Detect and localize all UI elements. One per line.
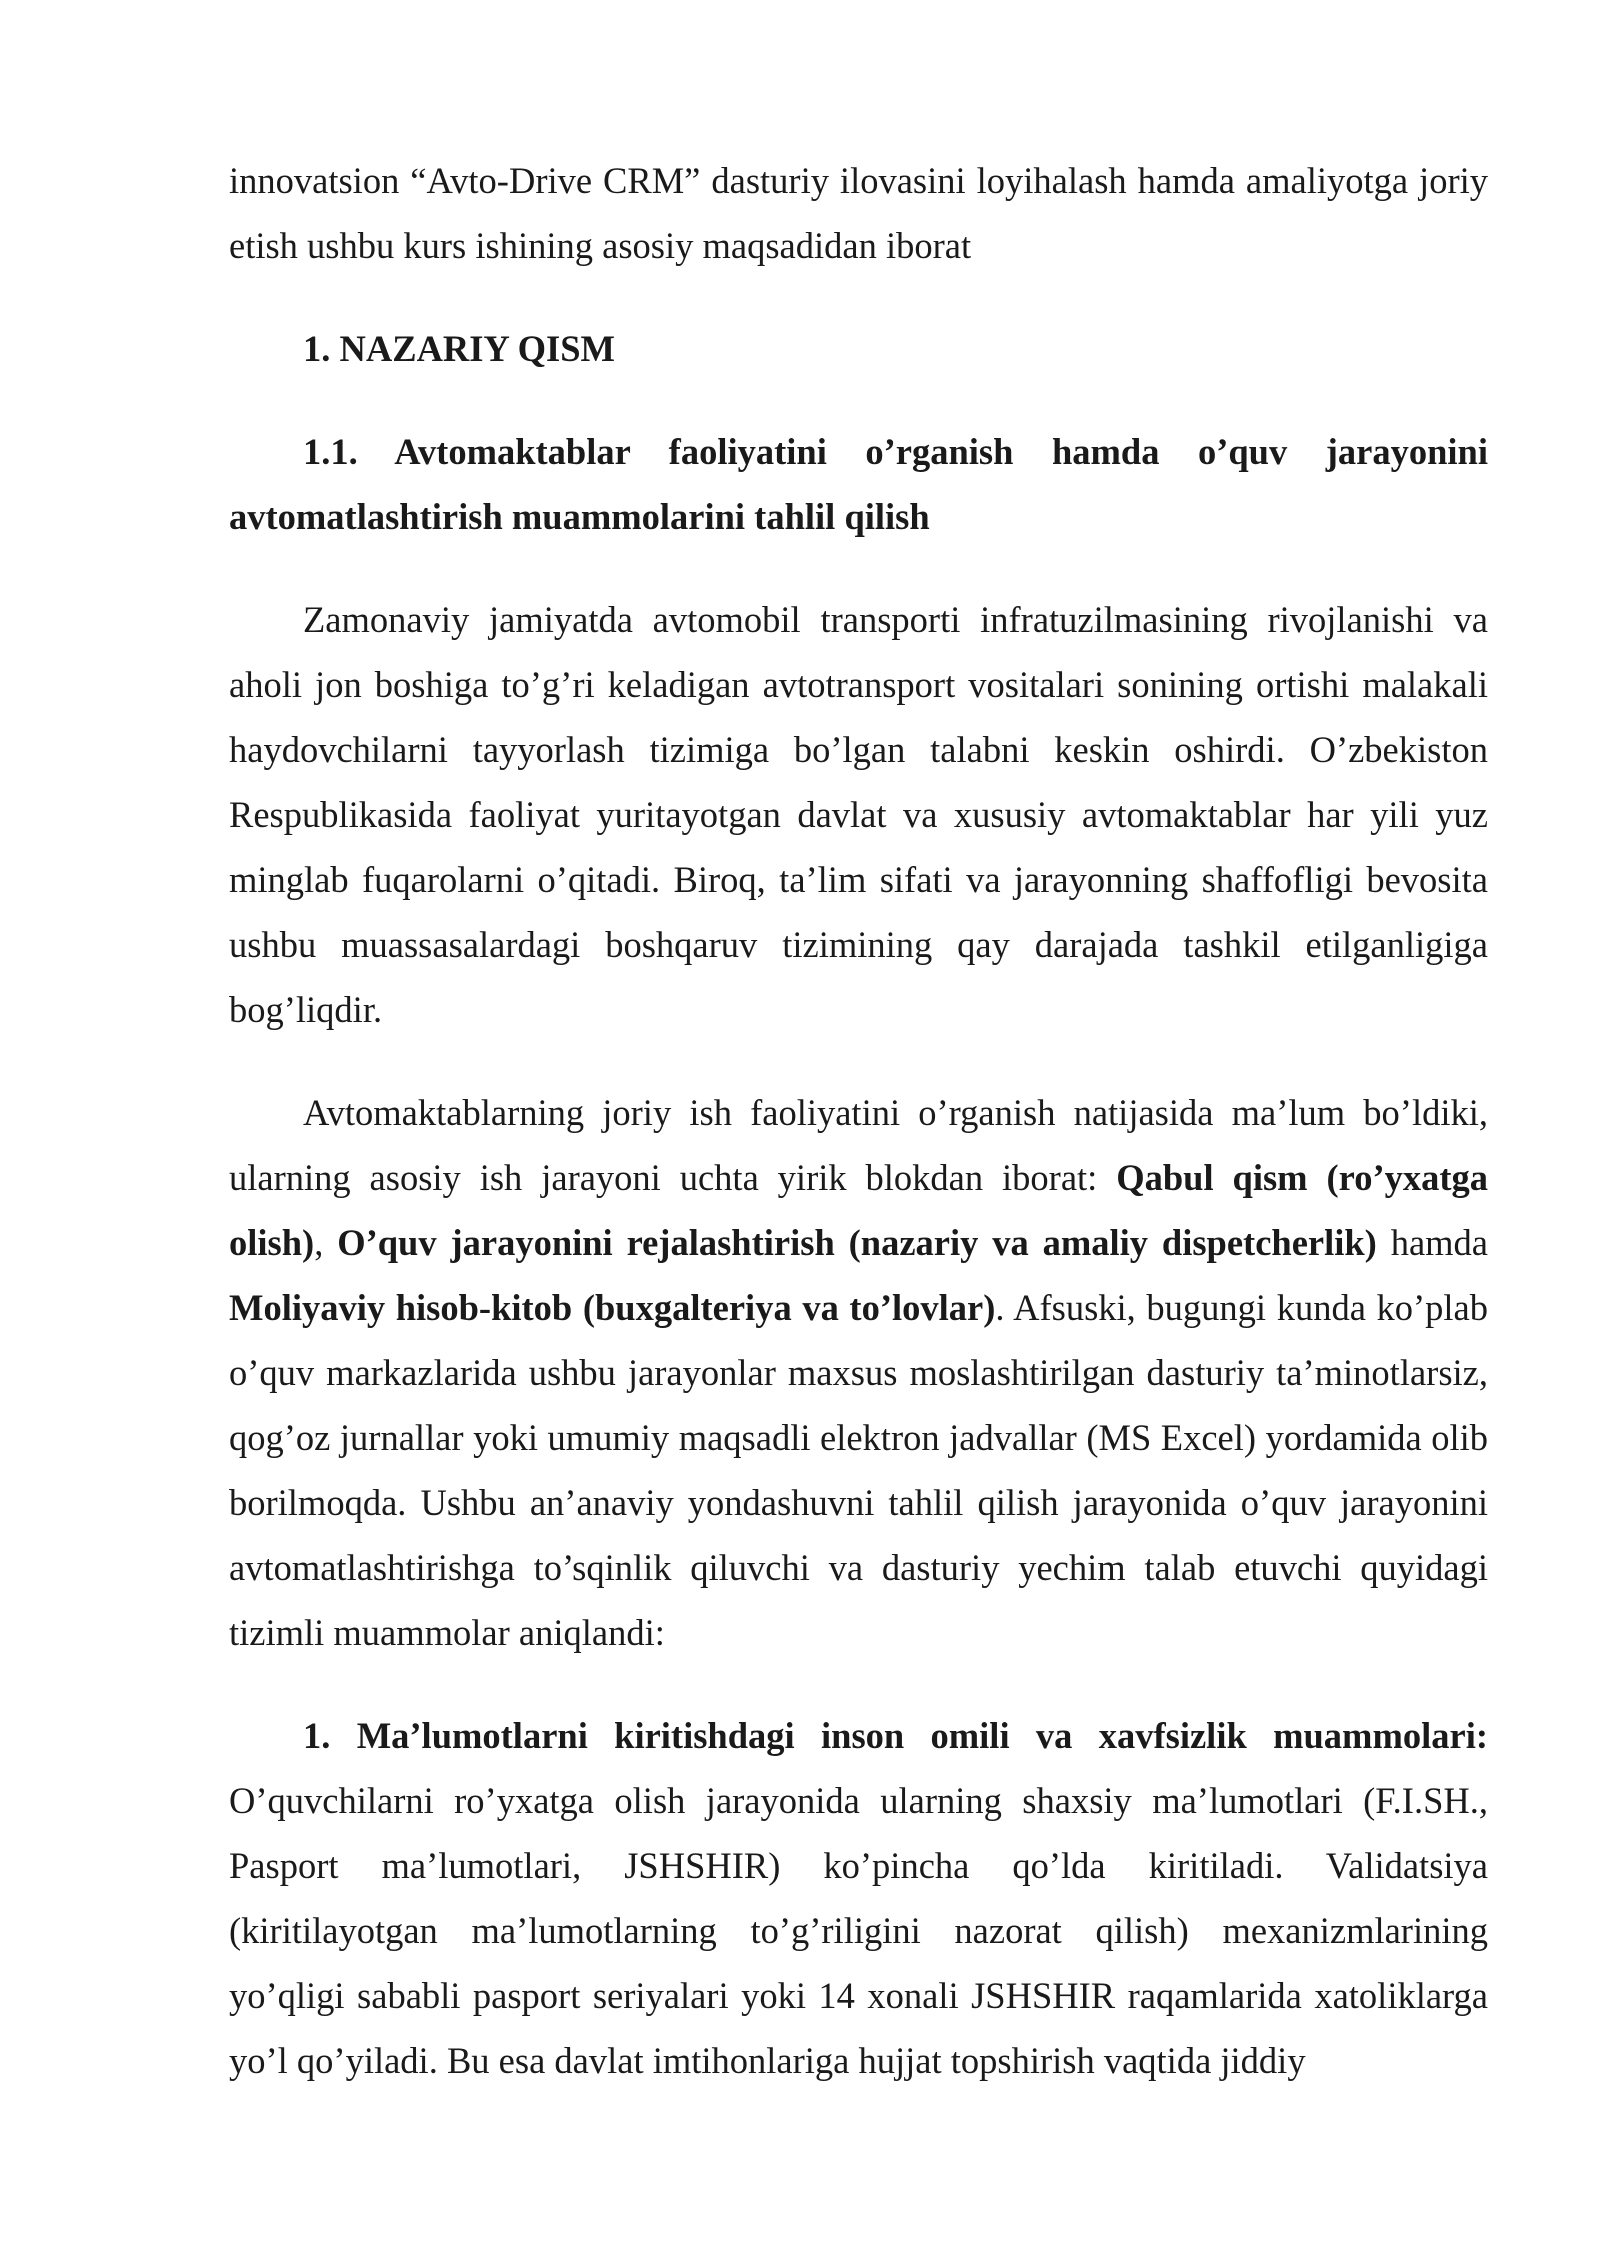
- body-paragraph-2: [229, 1080, 1488, 1665]
- paragraph2-bold-3: Moliyaviy hisob-kitob (buxgalteriya va to’lovlar): [229, 1287, 996, 1328]
- paragraph3-bold-1: 1. Ma’lumotlarni kiritishdagi inson omili va xavfsizlik muammolari:: [303, 1715, 1488, 1756]
- paragraph2-text-3: hamda: [1376, 1222, 1489, 1263]
- paragraph2-text-1: Avtomaktablarning joriy ish faoliyatini o’rganish natijasida ma’lum bo’ldiki, ularning asosiy ish jarayoni uchta yirik blokdan iborat:: [229, 1092, 1488, 1198]
- paragraph3-text-1: O’quvchilarni ro’yxatga olish jarayonida ularning shaxsiy ma’lumotlari (F.I.SH., Pasport ma’lumotlari, JSHSHIR) ko’pincha qo’lda kiritiladi. Validatsiya (kiritilayotgan ma’lumotlarning to’g’riligini nazorat qilish) mexanizmlarining yo’qligi sababli pasport seriyalari yoki 14 xonali JSHSHIR raqamlarida xatoliklarga yo’l qo’yiladi. Bu esa davlat imtihonlariga hujjat topshirish vaqtida jiddiy: [229, 1780, 1488, 2081]
- body-paragraph-3: [229, 1703, 1488, 2093]
- intro-paragraph: innovatsion “Avto-Drive CRM” dasturiy ilovasini loyihalash hamda amaliyotga joriy etish ushbu kurs ishining asosiy maqsadidan iborat: [229, 160, 1488, 266]
- paragraph2-text-4: . Afsuski, bugungi kunda ko’plab o’quv markazlarida ushbu jarayonlar maxsus moslashtirilgan dasturiy ta’minotlarsiz, qog’oz jurnallar yoki umumiy maqsadli elektron jadvallar (MS Excel) yordamida olib borilmoqda. Ushbu an’anaviy yondashuvni tahlil qilish jarayonida o’quv jarayonini avtomatlashtirishga to’sqinlik qiluvchi va dasturiy yechim talab etuvchi quyidagi tizimli muammolar aniqlandi:: [229, 1287, 1489, 1653]
- paragraph2-bold-2: O’quv jarayonini rejalashtirish (nazariy va amaliy dispetcherlik): [337, 1222, 1377, 1263]
- subsection-heading: 1.1. Avtomaktablar faoliyatini o’rganish hamda o’quv jarayonini avtomatlashtirish muammolarini tahlil qilish: [229, 431, 1488, 537]
- paragraph2-text-2: ,: [314, 1222, 338, 1263]
- document-page: [229, 148, 1488, 2093]
- body-paragraph-1: Zamonaviy jamiyatda avtomobil transporti infratuzilmasining rivojlanishi va aholi jon boshiga to’g’ri keladigan avtotransport vositalari sonining ortishi malakali haydovchilarni tayyorlash tizimiga bo’lgan talabni keskin oshirdi. O’zbekiston Respublikasida faoliyat yuritayotgan davlat va xususiy avtomaktablar har yili yuz minglab fuqarolarni o’qitadi. Biroq, ta’lim sifati va jarayonning shaffofligi bevosita ushbu muassasalardagi boshqaruv tizimining qay darajada tashkil etilganligiga bog’liqdir.: [229, 599, 1488, 1030]
- section-heading: 1. NAZARIY QISM: [303, 328, 615, 369]
- paragraph2-bold-1: Qabul qism (ro’yxatga olish): [229, 1157, 1488, 1263]
